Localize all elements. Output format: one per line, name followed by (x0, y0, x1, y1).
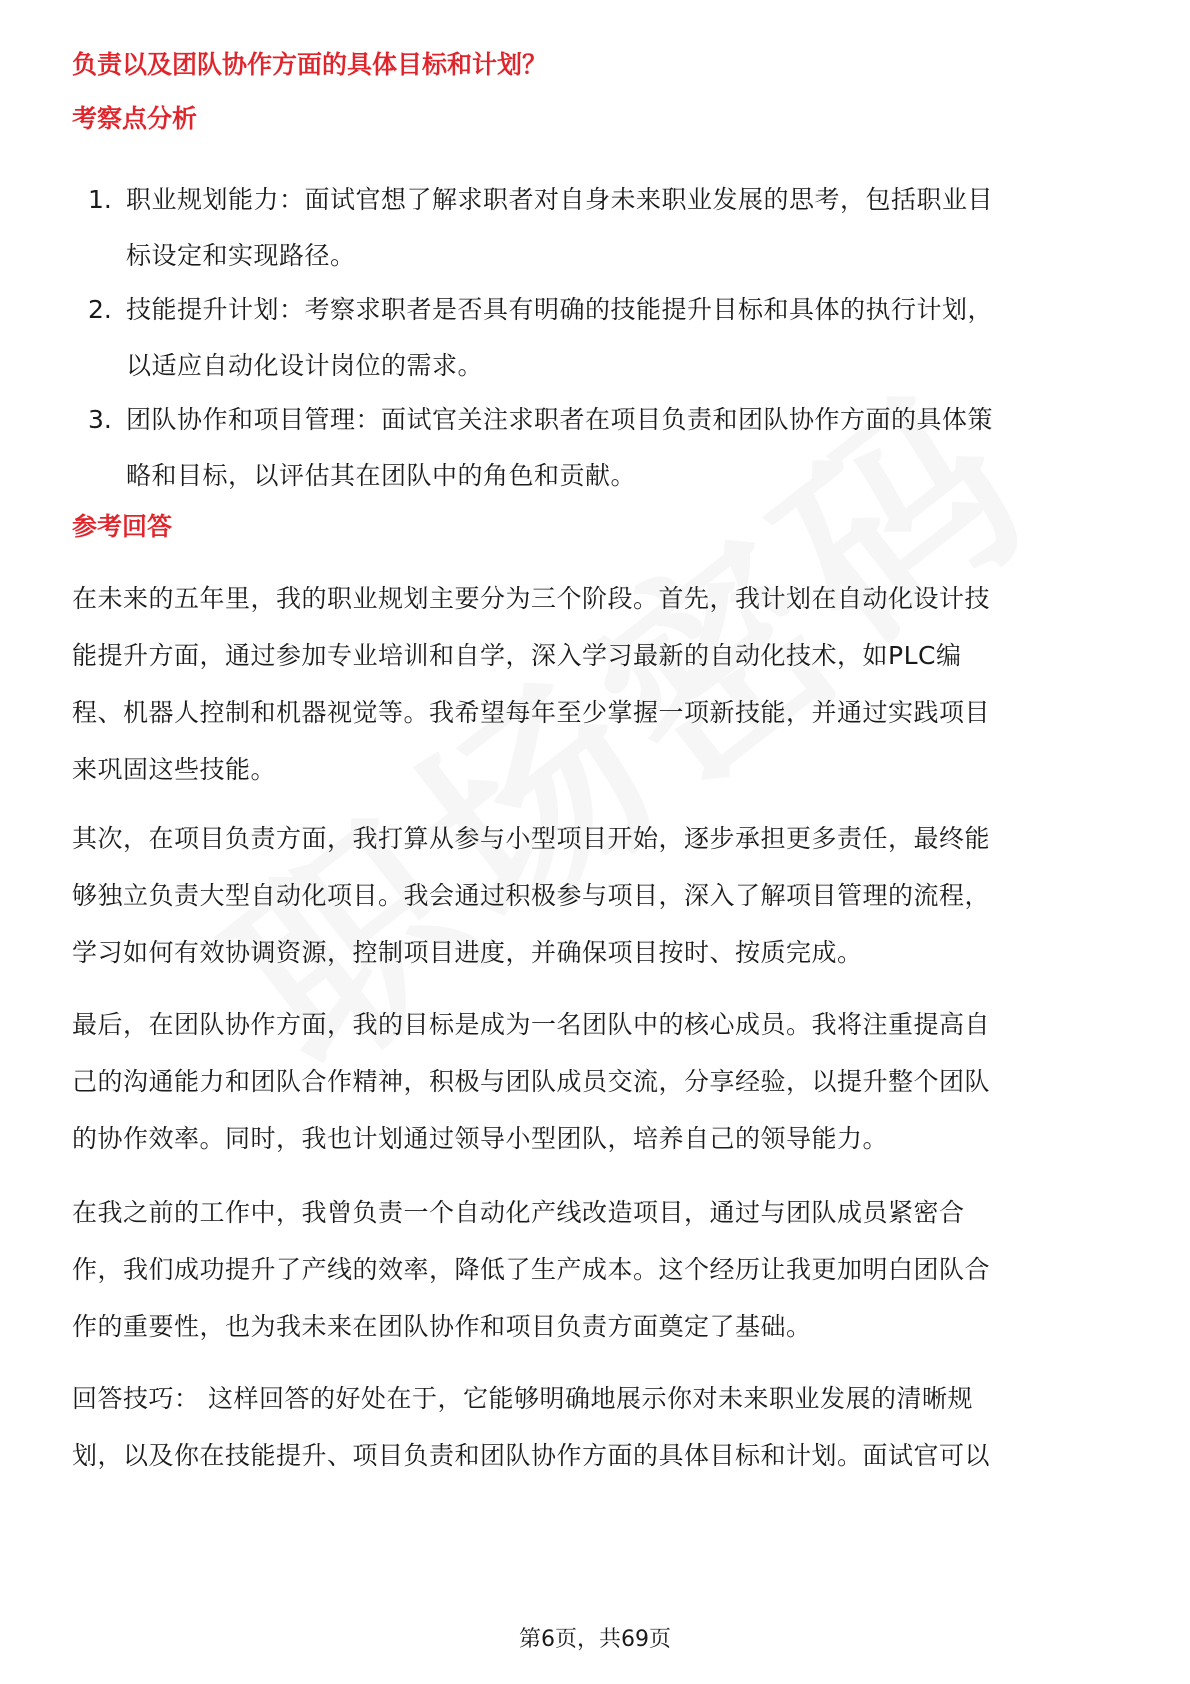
text-line: 其次，在项目负责方面，我打算从参与小型项目开始，逐步承担更多责任，最终能 (72, 824, 991, 853)
text-line: 略和目标，以评估其在团队中的角色和贡献。 (126, 461, 637, 490)
list-item (72, 282, 1122, 394)
text-line: 最后，在团队协作方面，我的目标是成为一名团队中的核心成员。我将注重提高自 (72, 1010, 991, 1039)
text-line: 职业规划能力：面试官想了解求职者对自身未来职业发展的思考，包括职业目 (126, 185, 994, 214)
page-footer: 第6页，共69页 (519, 1627, 671, 1652)
paragraph (72, 810, 1122, 981)
text-line: 作，我们成功提升了产线的效率，降低了生产成本。这个经历让我更加明白团队合 (72, 1255, 991, 1284)
text-line: 能提升方面，通过参加专业培训和自学，深入学习最新的自动化技术，如PLC编 (72, 641, 962, 670)
list-item-number: 2. (88, 295, 112, 324)
text-line: 学习如何有效协调资源，控制项目进度，并确保项目按时、按质完成。 (72, 938, 863, 967)
text-line: 程、机器人控制和机器视觉等。我希望每年至少掌握一项新技能，并通过实践项目 (72, 698, 991, 727)
list-item-number: 1. (88, 185, 112, 214)
text-line: 作的重要性，也为我未来在团队协作和项目负责方面奠定了基础。 (72, 1312, 812, 1341)
text-line: 够独立负责大型自动化项目。我会通过积极参与项目，深入了解项目管理的流程， (72, 881, 991, 910)
analysis-list (72, 172, 1122, 504)
analysis-heading: 考察点分析 (72, 104, 198, 133)
list-item-text (126, 392, 1122, 504)
text-line: 在未来的五年里，我的职业规划主要分为三个阶段。首先，我计划在自动化设计技 (72, 584, 991, 613)
paragraph (72, 1184, 1122, 1355)
text-line: 在我之前的工作中，我曾负责一个自动化产线改造项目，通过与团队成员紧密合 (72, 1198, 965, 1227)
list-item-text (126, 172, 1122, 284)
paragraph (72, 570, 1122, 798)
list-item-text (126, 282, 1122, 394)
text-line: 回答技巧： 这样回答的好处在于，它能够明确地展示你对未来职业发展的清晰规 (72, 1384, 973, 1413)
text-line: 来巩固这些技能。 (72, 755, 277, 784)
text-line: 技能提升计划：考察求职者是否具有明确的技能提升目标和具体的执行计划， (126, 295, 994, 324)
text-line: 划，以及你在技能提升、项目负责和团队协作方面的具体目标和计划。面试官可以 (72, 1441, 991, 1470)
text-line: 己的沟通能力和团队合作精神，积极与团队成员交流，分享经验，以提升整个团队 (72, 1067, 991, 1096)
paragraph (72, 996, 1122, 1167)
text-line: 标设定和实现路径。 (126, 241, 356, 270)
text-line: 的协作效率。同时，我也计划通过领导小型团队，培养自己的领导能力。 (72, 1124, 889, 1153)
list-item-number: 3. (88, 405, 112, 434)
paragraph (72, 1370, 1122, 1484)
question-title: 负责以及团队协作方面的具体目标和计划？ (72, 50, 548, 79)
text-line: 以适应自动化设计岗位的需求。 (126, 351, 484, 380)
list-item (72, 172, 1122, 284)
list-item (72, 392, 1122, 504)
answer-heading: 参考回答 (72, 512, 173, 541)
text-line: 团队协作和项目管理：面试官关注求职者在项目负责和团队协作方面的具体策 (126, 405, 994, 434)
